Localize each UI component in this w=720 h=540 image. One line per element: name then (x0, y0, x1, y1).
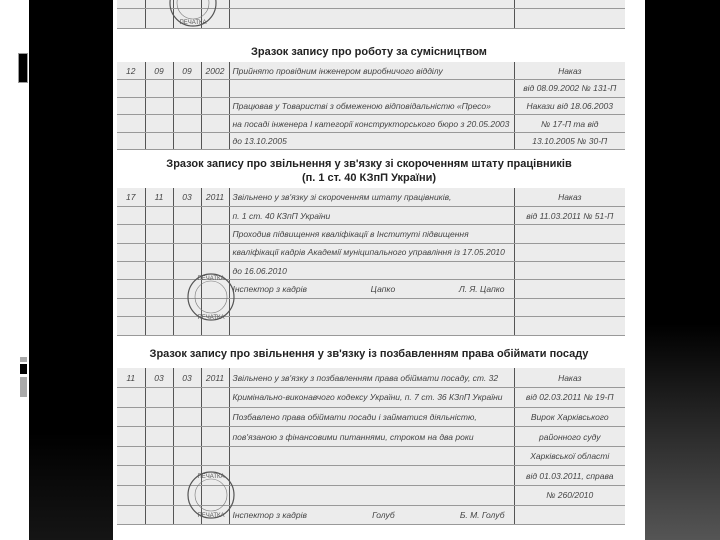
table-row (117, 188, 625, 206)
year-cell (201, 97, 229, 115)
year-cell (201, 225, 229, 243)
day-cell (145, 486, 173, 506)
basis-cell: Наказ (514, 188, 625, 206)
day-cell (145, 115, 173, 133)
table-row (117, 80, 625, 98)
record-text-cell (229, 280, 514, 298)
month-cell: 09 (173, 62, 201, 80)
record-text-cell: пов'язаною з фінансовими питаннями, строком на два роки (229, 427, 514, 447)
record-number-cell (117, 132, 145, 150)
month-cell (173, 446, 201, 466)
month-cell (173, 225, 201, 243)
basis-cell: від 02.03.2011 № 19-П (514, 388, 625, 408)
day-cell (145, 80, 173, 98)
basis-cell (514, 298, 625, 316)
stamp-icon (168, 0, 218, 28)
basis-cell (514, 505, 625, 525)
record-text-cell (229, 505, 514, 525)
month-cell: 03 (173, 188, 201, 206)
month-cell (173, 97, 201, 115)
record-number-cell (117, 486, 145, 506)
slide-decoration (20, 364, 27, 374)
record-number-cell (117, 427, 145, 447)
day-cell (145, 505, 173, 525)
basis-cell: Наказ (514, 368, 625, 388)
record-text-cell: Проходив підвищення кваліфікації в Інституті підвищення (229, 225, 514, 243)
day-cell (145, 132, 173, 150)
record-text-cell (229, 298, 514, 316)
table-row (117, 206, 625, 224)
month-cell (173, 388, 201, 408)
record-number-cell: 11 (117, 368, 145, 388)
day-cell (145, 427, 173, 447)
record-number-cell (117, 243, 145, 261)
record-text-cell: Звільнено у зв'язку зі скороченням штату працівників, (229, 188, 514, 206)
signature-name: Б. М. Голуб (459, 509, 505, 520)
year-cell (201, 115, 229, 133)
record-text-cell: Звільнено у зв'язку з позбавленням права обіймати посаду, ст. 32 (229, 368, 514, 388)
signature-line (233, 284, 511, 294)
record-text-cell (229, 446, 514, 466)
slide-decoration (18, 53, 28, 83)
record-number-cell (117, 466, 145, 486)
basis-cell: Наказ (514, 62, 625, 80)
day-cell (145, 262, 173, 280)
record-text-cell (229, 80, 514, 98)
day-cell (145, 206, 173, 224)
signature-position: Інспектор з кадрів (232, 509, 307, 520)
record-number-cell (117, 407, 145, 427)
table-row (117, 427, 625, 447)
day-cell: 03 (145, 368, 173, 388)
section-subtitle: (п. 1 ст. 40 КЗпП України) (301, 172, 437, 184)
record-table (117, 62, 625, 150)
year-cell (201, 243, 229, 261)
day-cell (145, 317, 173, 335)
table-row (117, 446, 625, 466)
day-cell (145, 298, 173, 316)
record-text-cell: кваліфікації кадрів Академії муніципального управління із 17.05.2010 (229, 243, 514, 261)
day-cell (145, 466, 173, 486)
table-row (117, 62, 625, 80)
year-cell: 2011 (201, 368, 229, 388)
record-number-cell: 12 (117, 62, 145, 80)
basis-cell (514, 280, 625, 298)
slide-decoration (20, 357, 27, 362)
svg-text:ПЕЧАТКА: ПЕЧАТКА (197, 276, 225, 282)
record-number-cell (117, 280, 145, 298)
table-row (117, 388, 625, 408)
signature-signature: Голуб (372, 509, 395, 520)
day-cell (145, 280, 173, 298)
record-text-cell (229, 466, 514, 486)
record-number-cell (117, 505, 145, 525)
day-cell (145, 388, 173, 408)
section-title: Зразок запису про звільнення у зв'язку зі скороченням штату працівників (166, 158, 572, 170)
table-row (117, 97, 625, 115)
basis-cell: № 17-П та від (514, 115, 625, 133)
record-number-cell (117, 80, 145, 98)
table-row (117, 368, 625, 388)
stamp-icon (186, 272, 236, 322)
basis-cell (514, 225, 625, 243)
table-row (117, 225, 625, 243)
record-text-cell: п. 1 ст. 40 КЗпП України (229, 206, 514, 224)
record-text-cell: Прийнято провідним інженером виробничого відділу (229, 62, 514, 80)
month-cell (173, 407, 201, 427)
record-number-cell (117, 115, 145, 133)
record-text-cell: на посаді інженера І категорії конструкторського бюро з 20.05.2003 (229, 115, 514, 133)
svg-text:ПЕЧАТКА: ПЕЧАТКА (197, 513, 225, 519)
record-number-cell (117, 262, 145, 280)
basis-cell (514, 243, 625, 261)
record-text-cell: до 13.10.2005 (229, 132, 514, 150)
year-cell (201, 206, 229, 224)
year-cell (201, 407, 229, 427)
record-number-cell (117, 317, 145, 335)
year-cell (201, 132, 229, 150)
signature-signature: Цапко (370, 284, 396, 295)
year-cell: 2002 (201, 62, 229, 80)
record-text-cell: Позбавлено права обіймати посади і займатися діяльністю, (229, 407, 514, 427)
basis-cell (514, 317, 625, 335)
record-number-cell: 17 (117, 188, 145, 206)
stamp-icon (186, 470, 236, 520)
left-black-bar (29, 0, 113, 540)
svg-text:ПЕЧАТКА: ПЕЧАТКА (197, 474, 225, 480)
month-cell (173, 427, 201, 447)
signature-line (233, 510, 511, 520)
basis-cell: від 11.03.2011 № 51-П (514, 206, 625, 224)
basis-cell: № 260/2010 (514, 486, 625, 506)
record-text-cell: до 16.06.2010 (229, 262, 514, 280)
month-cell (173, 206, 201, 224)
table-row (117, 132, 625, 150)
record-number-cell (117, 388, 145, 408)
right-black-bar (645, 0, 720, 540)
signature-name: Л. Я. Цапко (458, 284, 505, 295)
basis-cell: від 01.03.2011, справа (514, 466, 625, 486)
record-number-cell (117, 97, 145, 115)
day-cell: 11 (145, 188, 173, 206)
section-title: Зразок запису про звільнення у зв'язку із позбавленням права обіймати посаду (149, 348, 589, 360)
day-cell (145, 225, 173, 243)
record-text-cell (229, 317, 514, 335)
day-cell (145, 407, 173, 427)
basis-cell: від 08.09.2002 № 131-П (514, 80, 625, 98)
table-row (117, 243, 625, 261)
svg-text:ПЕЧАТКА: ПЕЧАТКА (197, 315, 225, 321)
record-text-cell: Працював у Товаристві з обмеженою відповідальністю «Пресо» (229, 97, 514, 115)
day-cell (145, 97, 173, 115)
day-cell: 09 (145, 62, 173, 80)
svg-text:ПЕЧАТКА: ПЕЧАТКА (179, 20, 207, 26)
basis-cell (514, 262, 625, 280)
section-title: Зразок запису про роботу за сумісництвом (251, 46, 487, 58)
month-cell (173, 115, 201, 133)
month-cell: 03 (173, 368, 201, 388)
signature-position: Інспектор з кадрів (232, 284, 307, 295)
record-text-cell (229, 486, 514, 506)
day-cell (145, 243, 173, 261)
year-cell (201, 388, 229, 408)
basis-cell: 13.10.2005 № 30-П (514, 132, 625, 150)
month-cell (173, 243, 201, 261)
basis-cell: районного суду (514, 427, 625, 447)
day-cell (145, 446, 173, 466)
basis-cell: Накази від 18.06.2003 (514, 97, 625, 115)
record-text-cell: Кримінально-виконавчого кодексу України, п. 7 ст. 36 КЗпП України (229, 388, 514, 408)
table-row (117, 115, 625, 133)
table-row (117, 407, 625, 427)
slide-decoration (20, 377, 27, 397)
record-number-cell (117, 206, 145, 224)
record-number-cell (117, 298, 145, 316)
basis-cell: Харківської області (514, 446, 625, 466)
year-cell (201, 446, 229, 466)
record-number-cell (117, 225, 145, 243)
year-cell (201, 427, 229, 447)
basis-cell: Вирок Харківського (514, 407, 625, 427)
month-cell (173, 132, 201, 150)
month-cell (173, 80, 201, 98)
year-cell (201, 80, 229, 98)
year-cell: 2011 (201, 188, 229, 206)
record-number-cell (117, 446, 145, 466)
